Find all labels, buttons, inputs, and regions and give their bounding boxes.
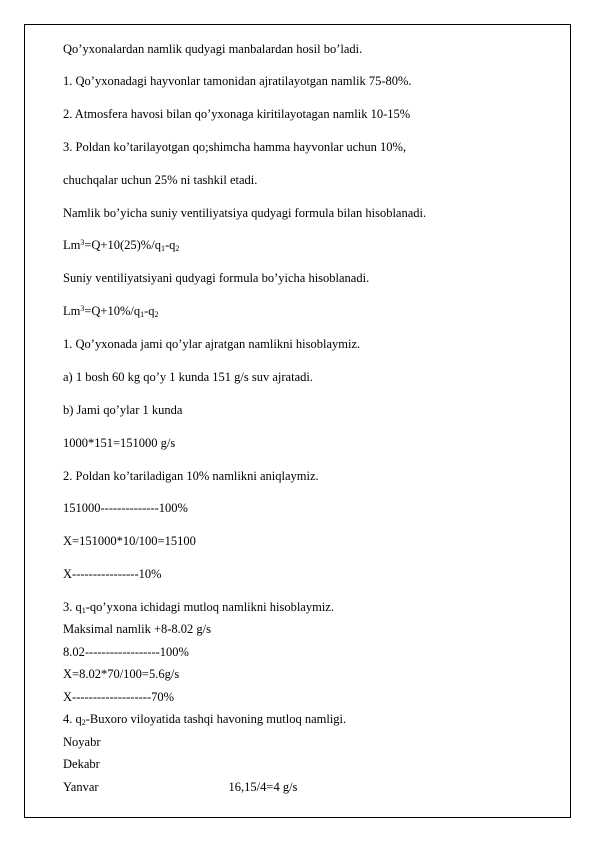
step-detail: b) Jami qo’ylar 1 kunda (63, 403, 183, 417)
calculation: X=8.02*70/100=5.6g/s (63, 667, 180, 681)
month-label: Yanvar (63, 780, 99, 794)
proportion: X-------------------70% (63, 690, 175, 704)
step-detail: a) 1 bosh 60 kg qo’y 1 kunda 151 g/s suv ajratadi. (63, 370, 313, 384)
month-label: Noyabr (63, 735, 101, 749)
list-item: 2. Atmosfera havosi bilan qo’yxonaga kiritilayotagan namlik 10-15% (63, 107, 411, 121)
calculation: X=151000*10/100=15100 (63, 534, 196, 548)
month-label: Dekabr (63, 757, 100, 771)
paragraph: Suniy ventiliyatsiyani qudyagi formula bo’yicha hisoblanadi. (63, 271, 370, 285)
document-title: Qo’yxonalardan namlik qudyagi manbalardan hosil bo’ladi. (63, 42, 363, 56)
step-heading: 3. $q_1-qo’yxona$ ichidagi mutloq namlikni hisoblaymiz. (63, 600, 334, 615)
proportion: 151000--------------100% (63, 501, 188, 515)
formula-2: $Lm^3=Q+10\%/q_1-q_2$ (63, 304, 159, 319)
month-row (63, 780, 297, 794)
formula-1: $Lm^3=Q+10(25)\%/q_1-q_2$ (63, 238, 180, 253)
proportion: X----------------10% (63, 567, 162, 581)
result-value: 16,15/4=4 g/s (228, 780, 298, 794)
list-item: 3. Poldan ko’tarilayotgan qo;shimcha hamma hayvonlar uchun 10%, (63, 140, 407, 154)
step-heading: 4. $q_2$-Buxoro viloyatida tashqi havoning mutloq namligi. (63, 712, 347, 727)
list-item: 1. Qo’yxonadagi hayvonlar tamonidan ajratilayotgan namlik 75-80%. (63, 74, 412, 88)
proportion: 8.02------------------100% (63, 645, 189, 659)
paragraph: Maksimal namlik +8-8.02 g/s (63, 622, 212, 636)
list-item-continuation: chuchqalar uchun 25% ni tashkil etadi. (63, 173, 258, 187)
step-heading: 2. Poldan ko’tariladigan 10% namlikni aniqlaymiz. (63, 469, 319, 483)
calculation: 1000*151=151000 g/s (63, 436, 176, 450)
step-heading: 1. Qo’yxonada jami qo’ylar ajratgan namlikni hisoblaymiz. (63, 337, 361, 351)
paragraph: Namlik bo’yicha suniy ventiliyatsiya qudyagi formula bilan hisoblanadi. (63, 206, 427, 220)
